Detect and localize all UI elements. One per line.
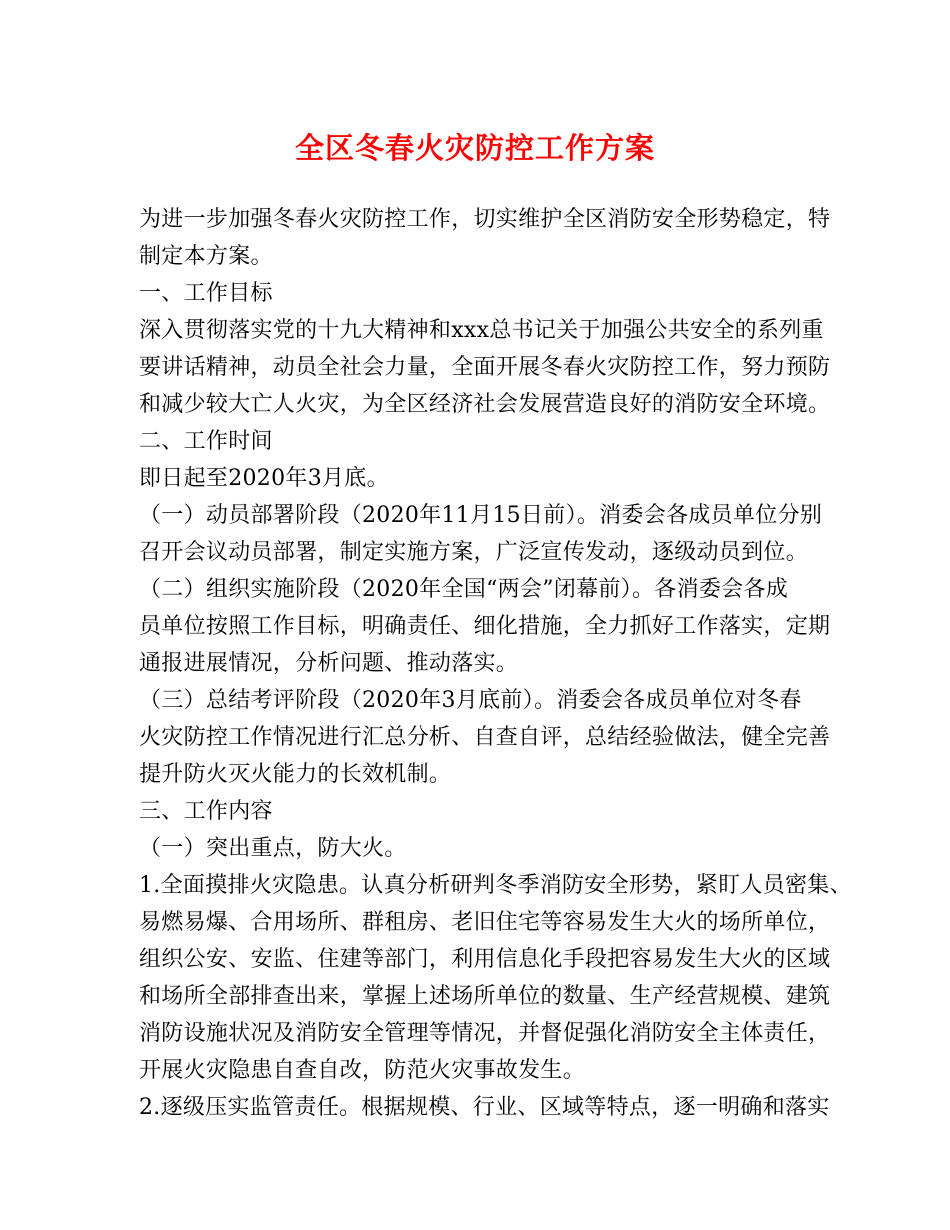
document-body bbox=[139, 201, 852, 1126]
text-line: 召开会议动员部署，制定实施方案，广泛宣传发动，逐级动员到位。 bbox=[139, 540, 809, 565]
text-line: 组织公安、安监、住建等部门，利用信息化手段把容易发生大火的区域 bbox=[139, 947, 831, 972]
text-line: 制定本方案。 bbox=[139, 244, 273, 269]
text-line: （二）组织实施阶段（2020年全国“两会”闭幕前）。各消委会各成 bbox=[139, 577, 789, 602]
section-heading: 二、工作时间 bbox=[139, 429, 273, 454]
text-line: 提升防火灭火能力的长效机制。 bbox=[139, 762, 452, 787]
text-line: 消防设施状况及消防安全管理等情况，并督促强化消防安全主体责任， bbox=[139, 1021, 831, 1046]
text-line: （一）动员部署阶段（2020年11月15日前）。消委会各成员单位分别 bbox=[139, 503, 823, 528]
text-line: 员单位按照工作目标，明确责任、细化措施，全力抓好工作落实，定期 bbox=[139, 614, 831, 639]
subsection-heading: （一）突出重点，防大火。 bbox=[139, 836, 407, 861]
section-heading: 三、工作内容 bbox=[139, 799, 273, 824]
text-line: （三）总结考评阶段（2020年3月底前）。消委会各成员单位对冬春 bbox=[139, 688, 802, 713]
text-line: 深入贯彻落实党的十九大精神和xxx总书记关于加强公共安全的系列重 bbox=[139, 318, 824, 343]
text-line: 和减少较大亡人火灾，为全区经济社会发展营造良好的消防安全环境。 bbox=[139, 392, 831, 417]
document-title: 全区冬春火灾防控工作方案 bbox=[294, 131, 655, 165]
text-line: 1.全面摸排火灾隐患。认真分析研判冬季消防安全形势，紧盯人员密集、 bbox=[139, 873, 852, 898]
text-line: 2.逐级压实监管责任。根据规模、行业、区域等特点，逐一明确和落实 bbox=[139, 1095, 830, 1120]
text-line: 和场所全部排查出来，掌握上述场所单位的数量、生产经营规模、建筑 bbox=[139, 984, 831, 1009]
text-line: 火灾防控工作情况进行汇总分析、自查自评，总结经验做法，健全完善 bbox=[139, 725, 831, 750]
text-line: 通报进展情况，分析问题、推动落实。 bbox=[139, 651, 519, 676]
text-line: 要讲话精神，动员全社会力量，全面开展冬春火灾防控工作，努力预防 bbox=[139, 355, 831, 380]
section-heading: 一、工作目标 bbox=[139, 281, 273, 306]
text-line: 开展火灾隐患自查自改，防范火灾事故发生。 bbox=[139, 1058, 586, 1083]
text-line: 即日起至2020年3月底。 bbox=[139, 466, 389, 491]
text-line: 为进一步加强冬春火灾防控工作，切实维护全区消防安全形势稳定，特 bbox=[139, 207, 831, 232]
text-line: 易燃易爆、合用场所、群租房、老旧住宅等容易发生大火的场所单位， bbox=[139, 910, 831, 935]
